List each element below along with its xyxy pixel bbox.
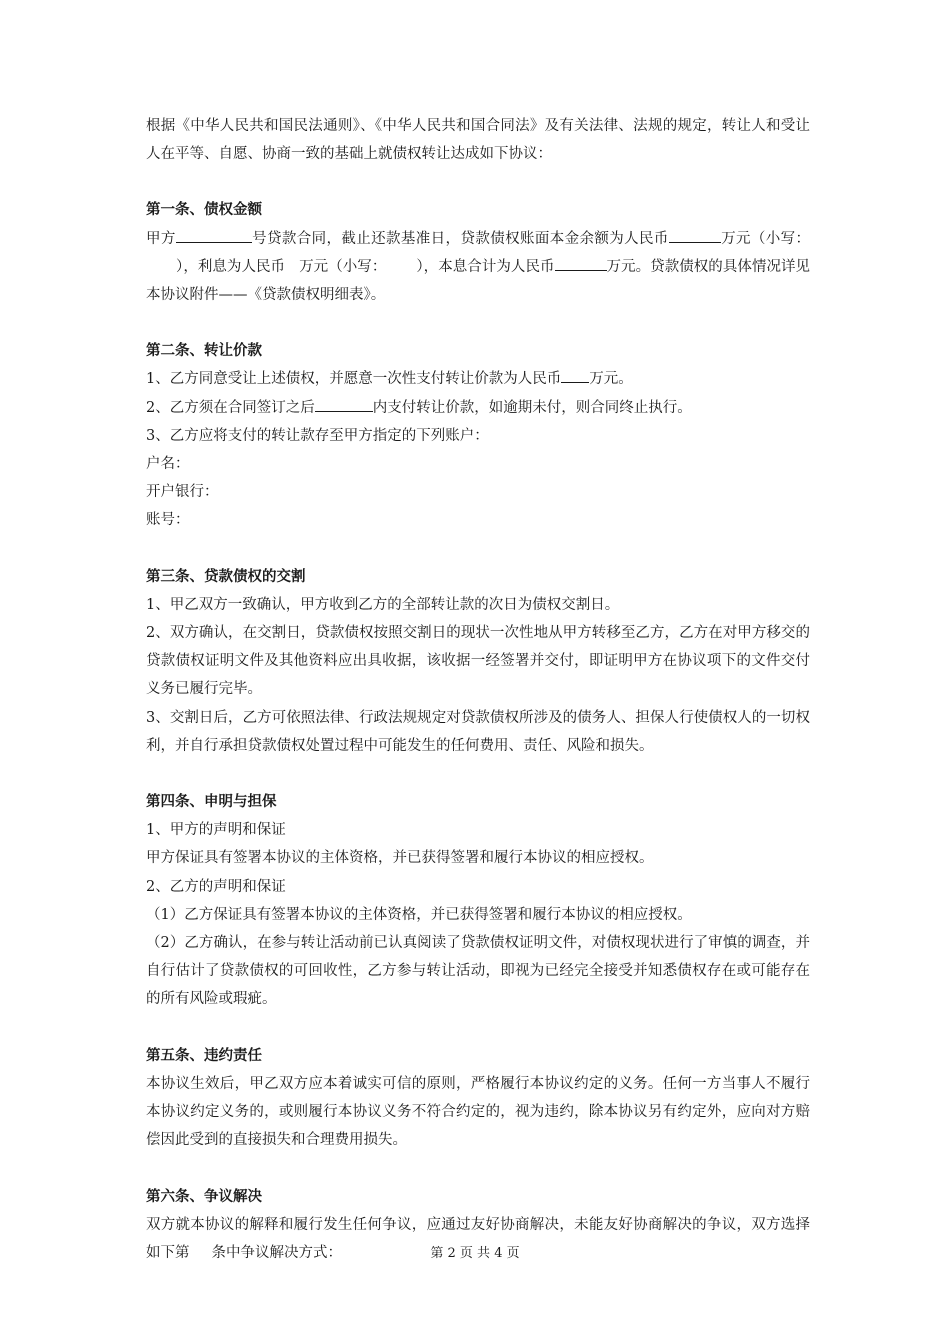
intro-paragraph: 根据《中华人民共和国民法通则》、《中华人民共和国合同法》及有关法律、法规的规定，转让人和受让人在平等、自愿、协商一致的基础上就债权转让达成如下协议： (146, 118, 810, 163)
article-2-item-1-text-b: 万元。 (589, 371, 633, 388)
transfer-price-blank[interactable] (561, 367, 589, 383)
article-4-item-2: 2、乙方的声明和保证 (146, 878, 286, 895)
article-1-text-c: 万元（小写： (720, 230, 811, 247)
article-1-text-d: ），利息为人民币 (176, 258, 286, 275)
article-3-item-1: 1、甲乙双方一致确认，甲方收到乙方的全部转让款的次日为债权交割日。 (146, 596, 620, 613)
article-4-heading: 第四条、申明与担保 (146, 794, 277, 811)
principal-amount-blank[interactable] (669, 227, 721, 243)
section-gap (146, 168, 810, 196)
article-1-text-b: 号贷款合同，截止还款基准日，贷款债权账面本金余额为人民币 (251, 230, 669, 247)
article-2-item-2 (146, 394, 810, 422)
total-amount-blank[interactable] (555, 255, 607, 271)
article-4-item-1: 1、甲方的声明和保证 (146, 822, 286, 839)
article-5-text: 本协议生效后，甲乙双方应本着诚实可信的原则，严格履行本协议约定的义务。任何一方当事人不履行本协议约定义务的，或则履行本协议义务不符合约定的，视为违约，除本协议另有约定外，应向对方赔偿因此受到的直接损失和合理费用损失。 (146, 1075, 810, 1149)
article-1-text-g: 万元。贷款债权的具体情况详见本协议附件——《贷款债权明细表》。 (146, 258, 811, 304)
article-2-item-2-text-b: 内支付转让价款，如逾期未付，则合同终止执行。 (372, 399, 692, 416)
article-6-text-a: 双方就本协议的解释和履行发生任何争议，应通过友好协商解决，未能友好协商解决的争议，双方选择如下第 (146, 1216, 810, 1261)
account-number-label: 账号： (146, 512, 190, 529)
article-4-item-2-1: （1）乙方保证具有签署本协议的主体资格，并已获得签署和履行本协议的相应授权。 (146, 906, 692, 923)
section-gap (146, 760, 810, 788)
article-1-paragraph (146, 225, 810, 310)
article-2-item-1 (146, 365, 810, 393)
article-2-item-1-text-a: 1、乙方同意受让上述债权，并愿意一次性支付转让价款为人民币 (146, 371, 562, 388)
article-1-text-a: 甲方 (146, 230, 176, 247)
article-6-heading: 第六条、争议解决 (146, 1188, 262, 1205)
section-gap (146, 1155, 810, 1183)
article-3-item-2: 2、双方确认，在交割日，贷款债权按照交割日的现状一次性地从甲方转移至乙方，乙方在对甲方移交的贷款债权证明文件及其他资料应出具收据，该收据一经签署并交付，即证明甲方在协议项下的文件交付义务已履行完毕。 (146, 625, 810, 698)
article-4-item-1-text: 甲方保证具有签署本协议的主体资格，并已获得签署和履行本协议的相应授权。 (146, 850, 654, 867)
document-body (146, 112, 810, 1267)
payment-period-blank[interactable] (315, 396, 373, 412)
article-1-text-e: 万元（小写： (299, 258, 387, 275)
bank-label: 开户银行： (146, 484, 219, 501)
article-2-item-2-text-a: 2、乙方须在合同签订之后 (146, 399, 315, 416)
page-footer: 第 2 页 共 4 页 (430, 1246, 520, 1261)
article-5-heading: 第五条、违约责任 (146, 1047, 262, 1064)
article-3-heading: 第三条、贷款债权的交割 (146, 568, 306, 585)
section-gap (146, 535, 810, 563)
contract-number-blank[interactable] (176, 227, 252, 243)
article-6-text-b: 条中争议解决方式： (211, 1244, 342, 1261)
section-gap (146, 1014, 810, 1042)
article-2-item-3: 3、乙方应将支付的转让款存至甲方指定的下列账户： (146, 427, 489, 444)
article-4-item-2-2: （2）乙方确认，在参与转让活动前已认真阅读了贷款债权证明文件，对债权现状进行了审慎的调查，并自行估计了贷款债权的可回收性，乙方参与转让活动，即视为已经完全接受并知悉债权存在或可能存在的所有风险或瑕疵。 (146, 935, 810, 1008)
account-name-label: 户名： (146, 456, 190, 473)
article-1-text-f: ），本息合计为人民币 (416, 258, 555, 275)
article-2-heading: 第二条、转让价款 (146, 343, 262, 360)
article-3-item-3: 3、交割日后，乙方可依照法律、行政法规规定对贷款债权所涉及的债务人、担保人行使债权人的一切权利，并自行承担贷款债权处置过程中可能发生的任何费用、责任、风险和损失。 (146, 709, 810, 754)
article-1-heading: 第一条、债权金额 (146, 202, 262, 219)
section-gap (146, 309, 810, 337)
